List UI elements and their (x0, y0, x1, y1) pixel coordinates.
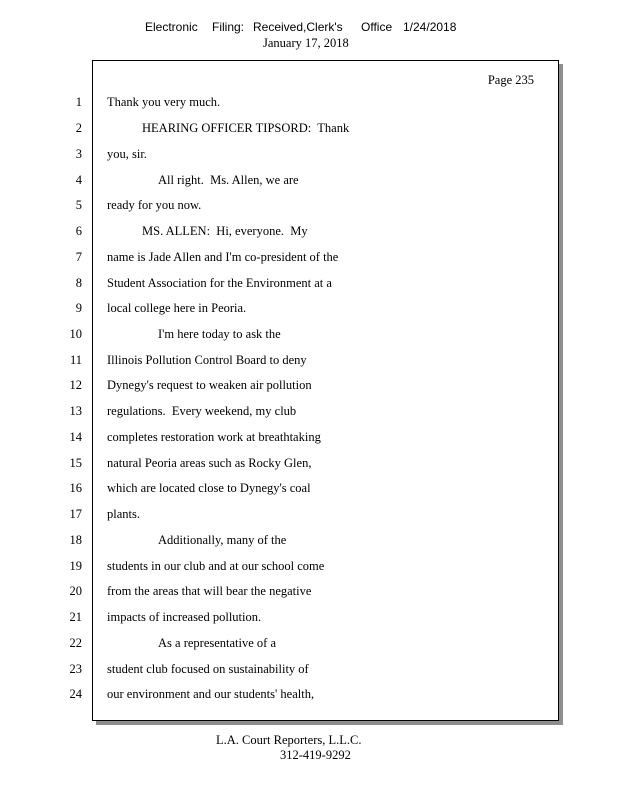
line-number: 9 (75, 301, 82, 315)
line-number: 2 (75, 121, 82, 135)
line-number: 19 (69, 559, 82, 573)
transcript-line (0, 93, 618, 111)
transcript-line (0, 145, 618, 163)
transcript-line (0, 351, 618, 369)
line-text: student club focused on sustainability of (107, 662, 309, 676)
line-text: you, sir. (107, 147, 147, 161)
transcript-line (0, 428, 618, 446)
line-number: 20 (69, 584, 82, 598)
line-text: regulations. Every weekend, my club (107, 404, 297, 418)
page-number: Page 235 (487, 73, 534, 87)
line-number: 6 (75, 224, 82, 238)
line-text: from the areas that will bear the negative (107, 584, 312, 598)
line-text: MS. ALLEN: Hi, everyone. My (142, 224, 308, 238)
filing-stamp-electronic: Electronic (145, 20, 198, 34)
transcript-line (0, 557, 618, 575)
line-number: 7 (75, 250, 82, 264)
line-text: Thank you very much. (107, 95, 221, 109)
transcript-line (0, 248, 618, 266)
line-text: All right. Ms. Allen, we are (158, 173, 299, 187)
line-number: 22 (69, 636, 82, 650)
transcript-line (0, 325, 618, 343)
line-text: impacts of increased pollution. (107, 610, 262, 624)
footer-company: L.A. Court Reporters, L.L.C. (216, 733, 362, 747)
line-text: which are located close to Dynegy's coal (107, 481, 311, 495)
transcript-line (0, 505, 618, 523)
line-number: 12 (69, 378, 82, 392)
filing-stamp-office: Office (361, 20, 393, 34)
line-text: HEARING OFFICER TIPSORD: Thank (142, 121, 350, 135)
line-text: our environment and our students' health, (107, 687, 315, 701)
line-number: 14 (69, 430, 82, 444)
line-number: 15 (69, 456, 82, 470)
filing-stamp-filing: Filing: (212, 20, 245, 34)
line-number: 10 (69, 327, 82, 341)
transcript-line (0, 634, 618, 652)
transcript-line (0, 274, 618, 292)
transcript-line (0, 196, 618, 214)
transcript-line (0, 531, 618, 549)
hearing-date: January 17, 2018 (263, 36, 349, 50)
transcript-line (0, 479, 618, 497)
transcript-line (0, 222, 618, 240)
line-text: ready for you now. (107, 198, 202, 212)
line-text: plants. (107, 507, 140, 521)
filing-stamp-received: Received,Clerk's (253, 20, 343, 34)
line-text: Additionally, many of the (158, 533, 287, 547)
line-number: 8 (75, 276, 82, 290)
line-number: 21 (69, 610, 82, 624)
line-text: I'm here today to ask the (158, 327, 281, 341)
line-number: 11 (69, 353, 82, 367)
transcript-line (0, 299, 618, 317)
line-number: 1 (75, 95, 82, 109)
transcript-line (0, 376, 618, 394)
transcript-line (0, 402, 618, 420)
line-text: Dynegy's request to weaken air pollution (107, 378, 312, 392)
line-number: 24 (69, 687, 82, 701)
line-text: name is Jade Allen and I'm co-president of the (107, 250, 339, 264)
line-number: 23 (69, 662, 82, 676)
line-number: 17 (69, 507, 82, 521)
line-text: completes restoration work at breathtaking (107, 430, 321, 444)
line-text: local college here in Peoria. (107, 301, 247, 315)
transcript-line (0, 660, 618, 678)
line-text: As a representative of a (158, 636, 276, 650)
line-text: students in our club and at our school come (107, 559, 325, 573)
line-number: 18 (69, 533, 82, 547)
line-text: Student Association for the Environment at a (107, 276, 332, 290)
transcript-line (0, 119, 618, 137)
line-number: 4 (75, 173, 82, 187)
transcript-line (0, 454, 618, 472)
line-number: 13 (69, 404, 82, 418)
transcript-line (0, 608, 618, 626)
line-number: 3 (75, 147, 82, 161)
transcript-line (0, 685, 618, 703)
footer-phone: 312-419-9292 (280, 748, 351, 762)
filing-stamp (0, 20, 618, 36)
line-text: natural Peoria areas such as Rocky Glen, (107, 456, 312, 470)
transcript-line (0, 171, 618, 189)
transcript-line (0, 582, 618, 600)
line-text: Illinois Pollution Control Board to deny (107, 353, 307, 367)
filing-stamp-date: 1/24/2018 (403, 20, 457, 34)
line-number: 5 (75, 198, 82, 212)
line-number: 16 (69, 481, 82, 495)
